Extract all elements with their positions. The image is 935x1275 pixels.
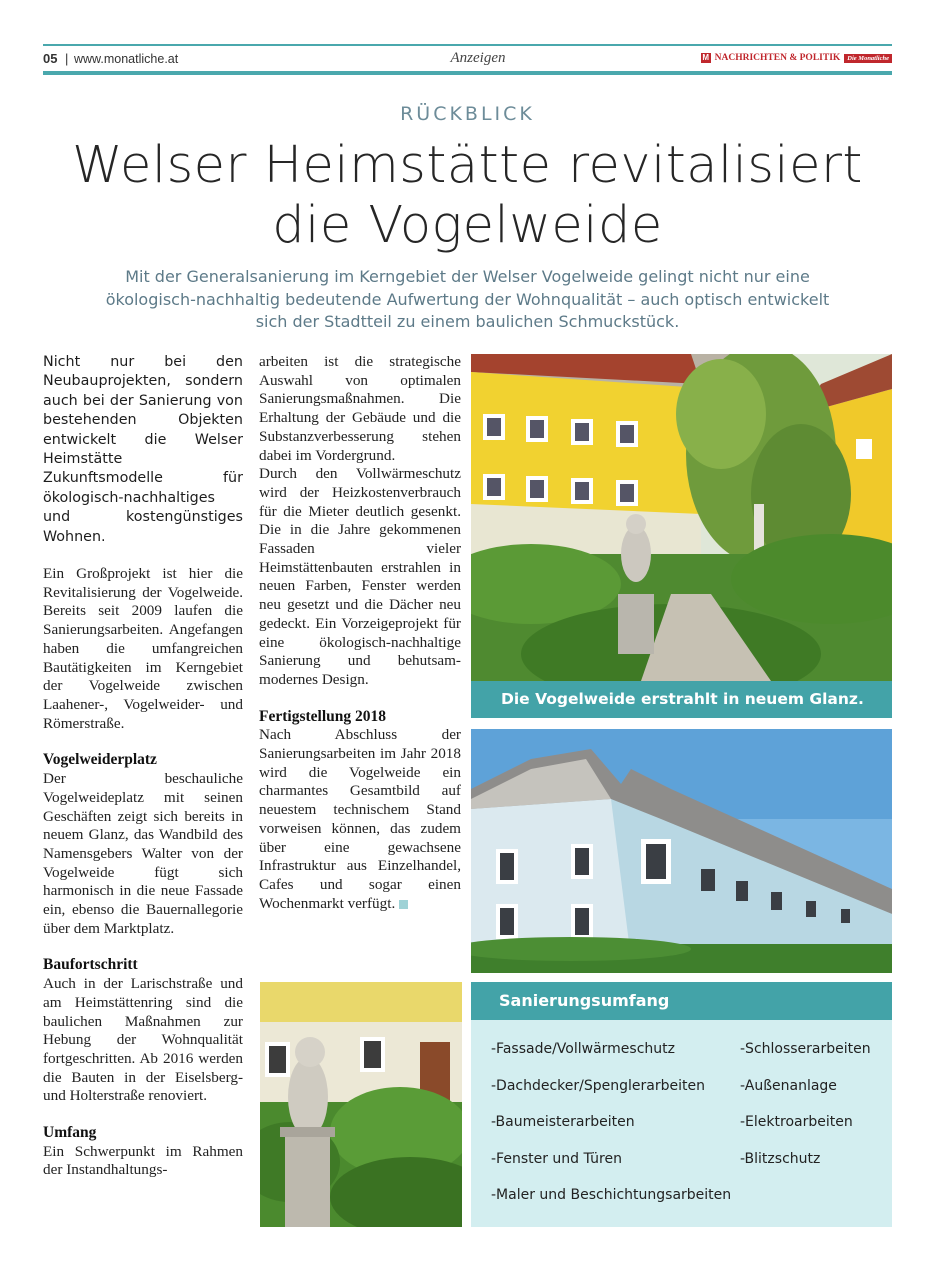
article-kicker: RÜCKBLICK	[400, 103, 535, 125]
scope-item: -Baumeisterarbeiten	[491, 1114, 635, 1130]
section-label: Anzeigen	[450, 50, 506, 66]
end-mark-icon	[399, 900, 408, 909]
scope-item: -Maler und Beschichtungsarbeiten	[491, 1187, 732, 1203]
scope-infobox	[471, 982, 892, 1227]
photo-yellow-buildings	[471, 354, 892, 681]
article-lead: Mit der Generalsanierung im Kerngebiet der Welser Vogelweide gelingt nicht nur eine ökologisch-nachhaltig bedeutende Aufwertung der Wohnqualität – auch optisch entwickelt sich der Stadtteil zu einem baulichen Schmuckstück.	[105, 267, 830, 331]
header-bottom-rule	[43, 71, 892, 75]
text-column-2	[259, 353, 461, 913]
page-number: 05	[43, 51, 58, 66]
fertigstellung-text: Nach Abschluss der Sanierungsarbeiten im Jahr 2018 wird die Vogelweide ein charmantes Gesamtbild auf neuestem technischem Stand vorweisen können, das zudem über eine gewachsene Infrastruktur aus Einzelhandel, Cafes und sogar einen Wochenmarkt verfügt.	[259, 726, 461, 912]
subhead-fertigstellung: Fertigstellung 2018	[259, 707, 386, 725]
rubric-label: NACHRICHTEN & POLITIK	[714, 53, 841, 63]
m-logo-icon: M	[702, 53, 709, 62]
subhead-baufortschritt: Baufortschritt	[43, 956, 138, 974]
brand-logo: Die Monatliche	[844, 54, 892, 63]
website-link[interactable]: www.monatliche.at	[74, 52, 179, 66]
intro-paragraph: Nicht nur bei den Neubauprojekten, sondern auch bei der Sanierung von bestehenden Objekten entwickelt die Welser Heimstätte Zukunftsmodelle für ökologisch-nachhaltiges und kostengünstiges Wohnen.	[43, 354, 243, 545]
paragraph-grossprojekt: Ein Großprojekt ist hier die Revitalisierung der Vogelweide. Bereits seit 2009 laufen die Sanierungsarbeiten. Angefangen haben die umfangreichen Bautätigkeiten im Kerngebiet der Vogelweide zwischen Laahener-, Vogelweider- und Römerstraße.	[43, 565, 243, 732]
scope-item: -Blitzschutz	[740, 1151, 821, 1167]
photo-blue-buildings	[471, 729, 892, 973]
scope-item: -Elektroarbeiten	[740, 1114, 853, 1130]
scope-item: -Fassade/Vollwärmeschutz	[491, 1041, 675, 1057]
header-top-rule	[43, 44, 892, 46]
paragraph-vollwaermeschutz: Durch den Vollwärmeschutz wird der Heizkostenverbrauch für die Mieter deutlich gesenkt. Die in die Jahre gekommenen Fassaden vieler Heimstättenbauten erstrahlen in neuen Farben, Fenster werden neu gesetzt und die Dächer neu gedeckt. Ein Vorzeigeprojekt für eine ökologisch-nachhaltige Sanierung und behutsam-modernes Design.	[259, 465, 461, 688]
infobox-title: Sanierungsumfang	[471, 982, 892, 1020]
page-header	[43, 50, 892, 70]
text-column-1	[43, 353, 243, 1180]
photo-caption: Die Vogelweide erstrahlt in neuem Glanz.	[471, 681, 892, 718]
header-separator: |	[65, 51, 69, 66]
paragraph-fertigstellung	[259, 726, 461, 913]
paragraph-baufortschritt: Auch in der Larischstraße und am Heimstättenring sind die baulichen Maßnahmen zur Hebung der Wohnqualität fortgeschritten. Ab 2016 werden die Bauten in der Eiselsberg- und Holterstraße renoviert.	[43, 975, 243, 1105]
paragraph-umfang: Ein Schwerpunkt im Rahmen der Instandhaltungs-	[43, 1142, 243, 1179]
scope-item: -Außenanlage	[740, 1078, 837, 1094]
title-line-2: die Vogelweide	[272, 196, 663, 255]
rubric	[701, 53, 892, 63]
paragraph-strategie: arbeiten ist die strategische Auswahl von optimalen Sanierungsmaßnahmen. Die Erhaltung der Gebäude und die Substanzverbesserung stehen dabei im Vordergrund.	[259, 353, 461, 464]
subhead-umfang: Umfang	[43, 1124, 97, 1142]
subhead-vogelweiderplatz: Vogelweiderplatz	[43, 751, 157, 769]
title-line-1: Welser Heimstätte revitalisiert	[72, 136, 863, 195]
article-title	[0, 136, 935, 256]
scope-item: -Fenster und Türen	[491, 1151, 622, 1167]
photo-statue	[260, 982, 462, 1227]
scope-item: -Schlosserarbeiten	[740, 1041, 871, 1057]
paragraph-vogelweiderplatz: Der beschauliche Vogelweideplatz mit seinen Geschäften zeigt sich bereits in neuem Glanz, das Wandbild des Namensgebers Walter von der Vogelweide fügt sich harmonisch in die neue Fassade ein, ebenso die Bauernallegorie über dem Marktplatz.	[43, 770, 243, 937]
scope-item: -Dachdecker/Spenglerarbeiten	[491, 1078, 705, 1094]
